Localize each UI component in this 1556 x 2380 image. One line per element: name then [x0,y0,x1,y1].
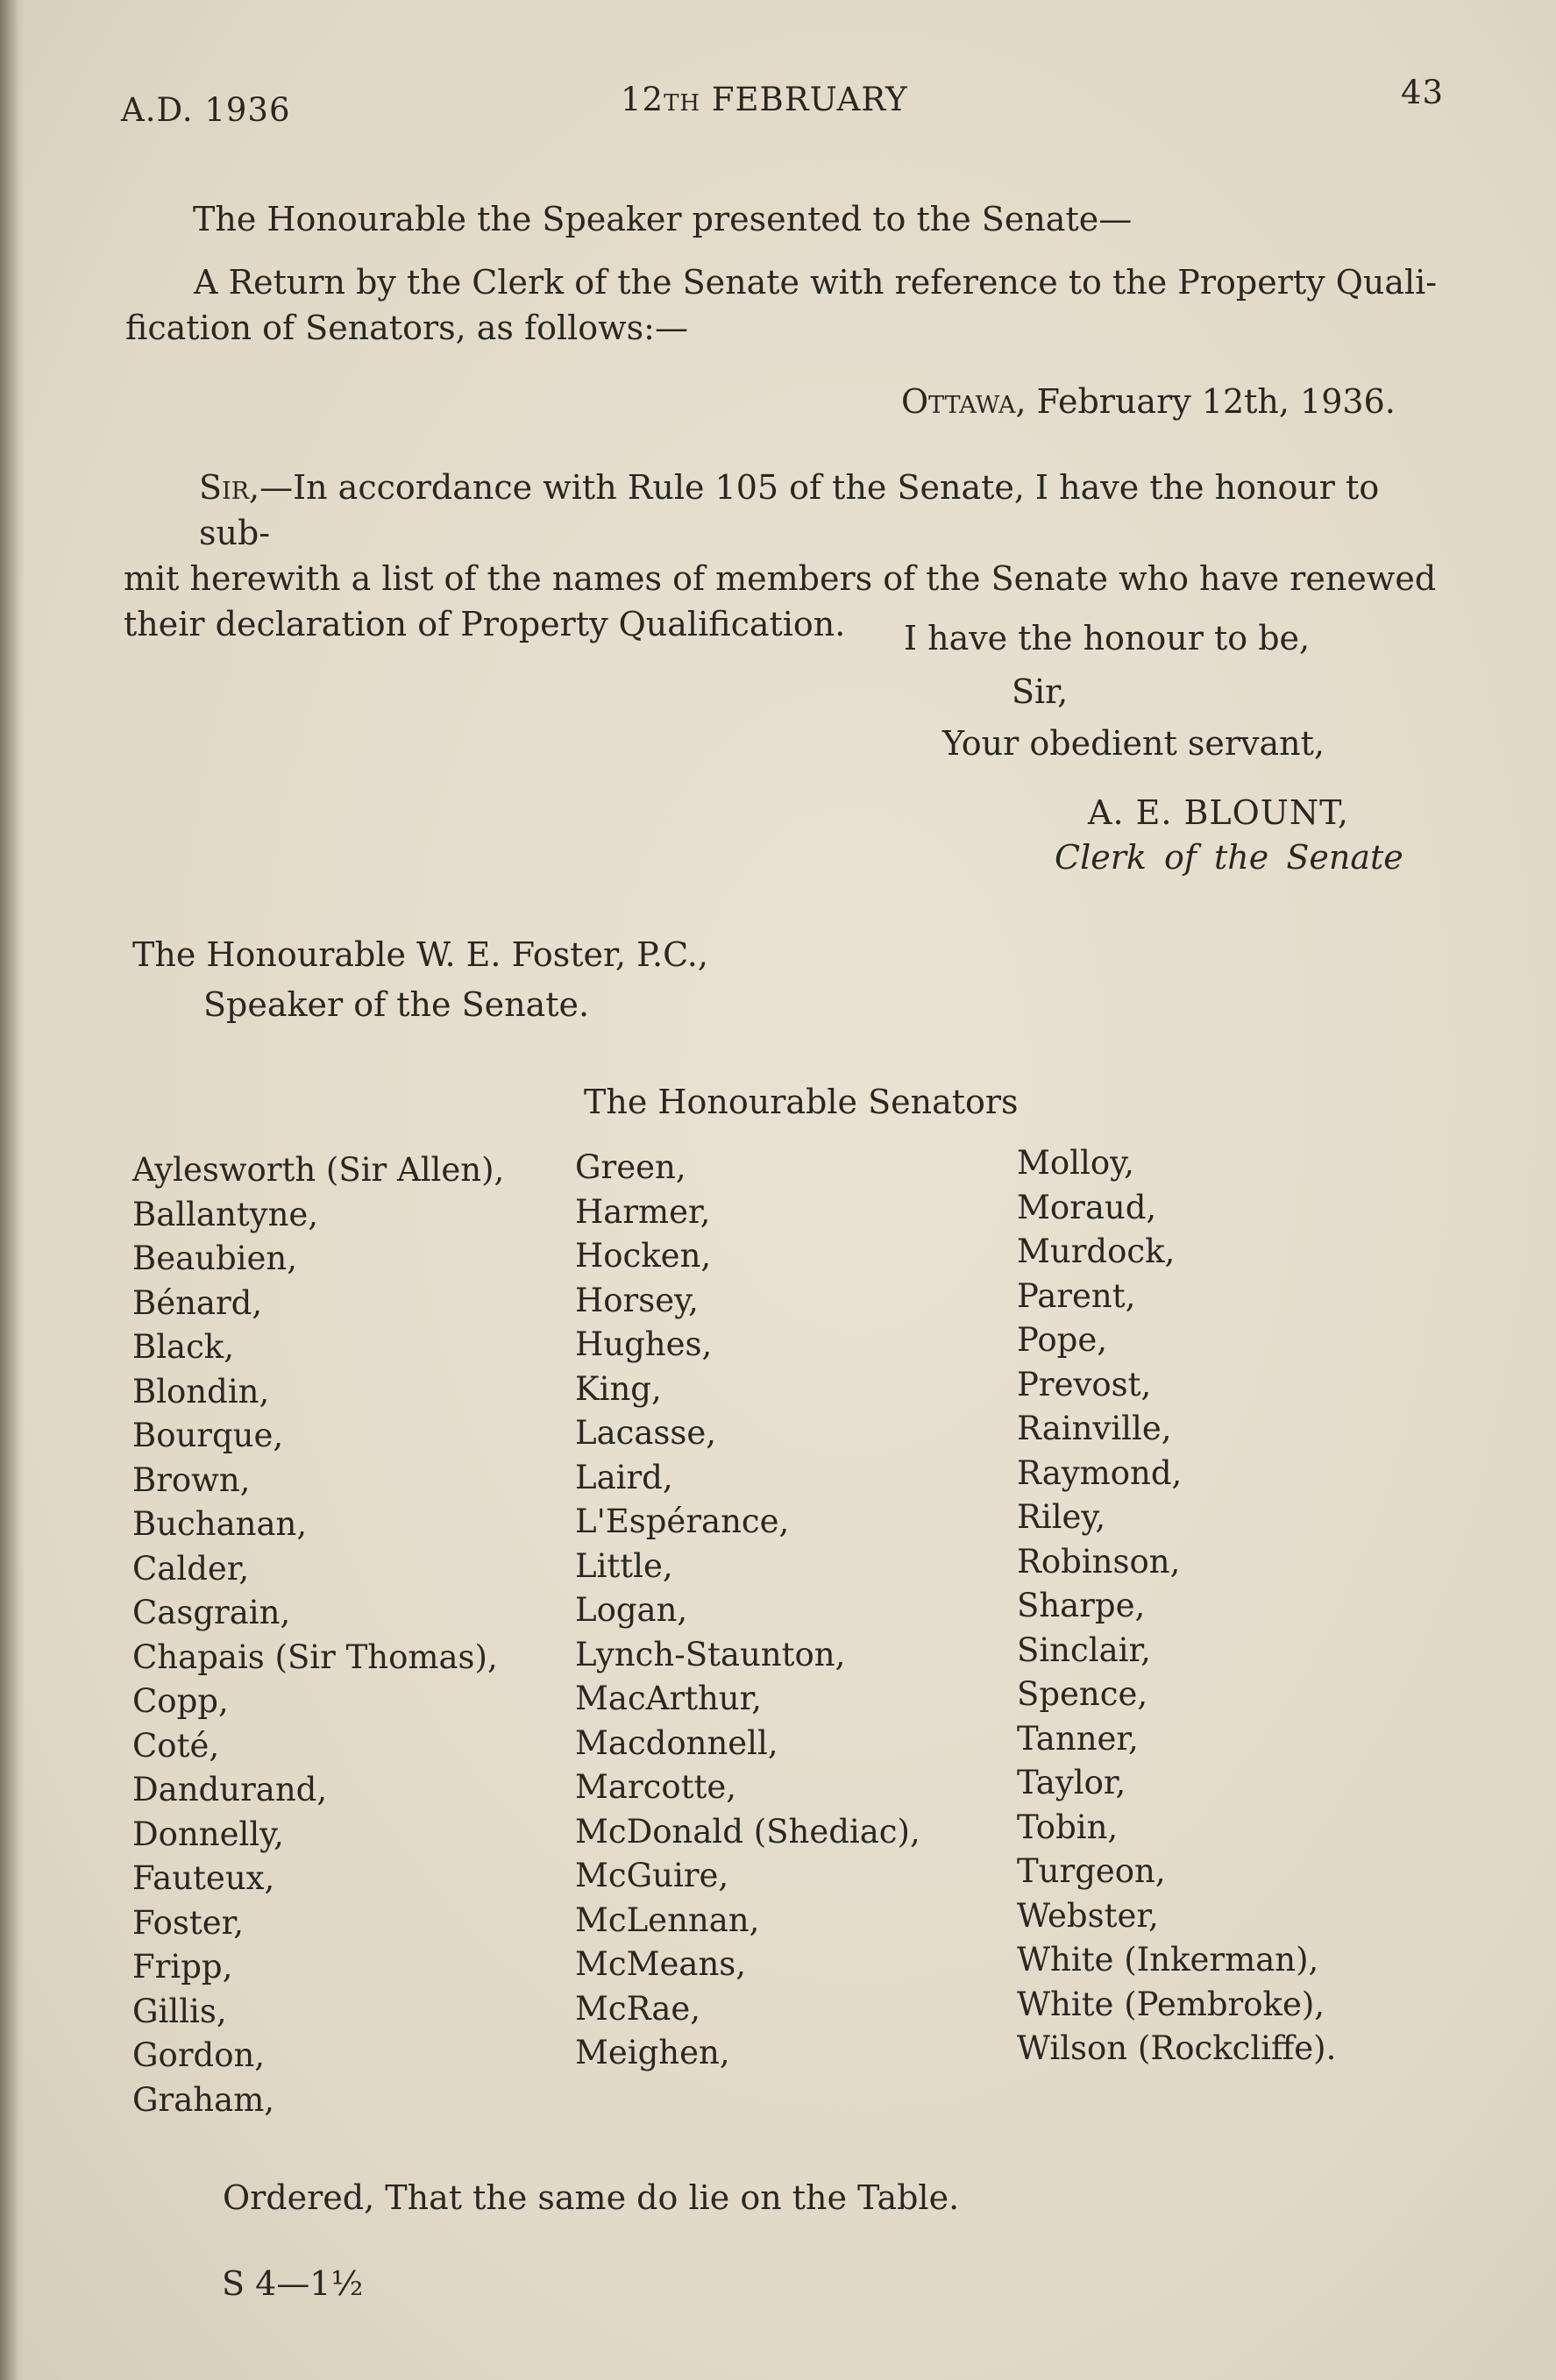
senator-name: McRae, [575,1989,701,2028]
senator-name: Macdonnell, [575,1723,778,1762]
senator-name: Turgeon, [1017,1852,1166,1890]
senator-name: Sharpe, [1017,1587,1146,1624]
letter-line-2: mit herewith a list of the names of members of the Senate who have renewed [124,559,1437,598]
closing-line-3: Your obedient servant, [942,724,1325,763]
return-line-2: fication of Senators, as follows:— [125,309,688,347]
senator-name: Murdock, [1017,1233,1176,1270]
senator-name: MacArthur, [575,1680,762,1717]
senator-name: Brown, [132,1460,251,1499]
senator-name: Webster, [1017,1896,1159,1935]
ordered-line: Ordered, That the same do lie on the Table. [223,2178,960,2217]
senator-name: McDonald (Shediac), [575,1812,920,1851]
senator-name: McMeans, [575,1945,747,1983]
closing-line-2: Sir, [1012,672,1069,711]
header-month: FEBRUARY [700,81,908,118]
senator-name: Fripp, [132,1948,233,1986]
senator-name: Rainville, [1017,1410,1172,1447]
header-day-number: 12 [621,81,664,118]
senator-name: Coté, [132,1726,220,1765]
senator-name: Casgrain, [132,1594,291,1631]
senator-name: Molloy, [1017,1144,1134,1182]
senator-name: Lynch-Staunton, [575,1635,846,1673]
senator-name: Pope, [1017,1321,1108,1359]
intro-line: The Honourable the Speaker presented to the Senate— [193,200,1133,238]
senator-name: Hocken, [575,1237,712,1275]
return-paragraph [125,259,1440,351]
page-binding-edge [0,0,25,2380]
letter-salutation: Sir [199,468,250,507]
senator-name: McGuire, [575,1857,729,1894]
senator-name: Raymond, [1017,1453,1183,1492]
senators-column-1 [132,1151,504,2125]
senator-name: Chapais (Sir Thomas), [132,1638,498,1676]
senator-name: Horsey, [575,1281,699,1319]
senator-name: Dandurand, [132,1771,328,1808]
return-line-1: A Return by the Clerk of the Senate with reference to the Property Quali- [194,263,1438,302]
senator-name: Graham, [132,2080,275,2119]
closing-line-1: I have the honour to be, [904,619,1311,657]
senator-name: Green, [575,1148,686,1186]
header-day-suffix: TH [664,90,701,117]
senator-name: Robinson, [1017,1542,1181,1581]
senator-name: Spence, [1017,1675,1148,1713]
senator-name: Bénard, [132,1283,263,1322]
page-number: 43 [1401,74,1445,111]
senator-name: Ballantyne, [132,1195,319,1233]
senator-name: Riley, [1017,1498,1106,1536]
senator-name: Taylor, [1017,1764,1126,1801]
senator-name: L'Espérance, [575,1503,790,1540]
senator-name: White (Pembroke), [1017,1985,1325,2023]
senator-name: Tanner, [1017,1719,1139,1758]
senator-name: Gillis, [132,1992,227,2030]
senators-column-3 [1017,1144,1336,2074]
senator-name: Tobin, [1017,1808,1119,1846]
addressee-line-2: Speaker of the Senate. [203,985,590,1024]
senator-name: Copp, [132,1682,229,1720]
senator-name: Sinclair, [1017,1630,1151,1669]
senator-name: Gordon, [132,2036,266,2074]
senator-name: Little, [575,1546,673,1585]
letter-line-3: their declaration of Property Qualification. [124,605,846,643]
senator-name: Parent, [1017,1276,1136,1315]
letter-line-1 [124,465,1456,556]
senator-name: Blondin, [132,1372,270,1410]
dateline [901,382,1396,421]
senator-name: King, [575,1369,662,1408]
senator-name: Moraud, [1017,1188,1157,1226]
senators-column-2 [575,1148,920,2078]
signature-title: Clerk of the Senate [1055,838,1403,877]
header-year: A.D. 1936 [121,91,291,129]
dateline-place: Ottawa [901,382,1016,421]
senator-name: Hughes, [575,1325,713,1363]
addressee-line-1: The Honourable W. E. Foster, P.C., [132,935,708,974]
senator-name: Logan, [575,1591,688,1629]
senator-name: Bourque, [132,1417,284,1454]
senator-name: Wilson (Rockcliffe). [1017,2029,1337,2067]
senator-name: McLennan, [575,1900,760,1939]
senator-name: Aylesworth (Sir Allen), [132,1151,505,1189]
letter-line-1-text: ,—In accordance with Rule 105 of the Senate, I have the honour to sub- [199,468,1380,552]
senator-name: Black, [132,1328,234,1366]
senator-name: Buchanan, [132,1505,308,1543]
senator-name: Fauteux, [132,1859,275,1897]
senator-name: Meighen, [575,2034,730,2071]
senator-name: Foster, [132,1903,245,1942]
senator-name: Laird, [575,1458,673,1496]
signature-name: A. E. BLOUNT, [1088,793,1349,832]
senator-name: Beaubien, [132,1240,297,1277]
senators-heading: The Honourable Senators [584,1083,1019,1121]
senator-name: Prevost, [1017,1365,1152,1403]
senator-name: Harmer, [575,1192,711,1231]
senator-name: Lacasse, [575,1414,717,1452]
senator-name: Marcotte, [575,1768,737,1806]
senator-name: Calder, [132,1549,250,1588]
senator-name: Donnelly, [132,1815,284,1853]
dateline-date: , February 12th, 1936. [1015,382,1396,421]
footer-signature-mark: S 4—1½ [222,2264,364,2303]
header-date [621,81,908,118]
senator-name: White (Inkerman), [1017,1941,1319,1979]
